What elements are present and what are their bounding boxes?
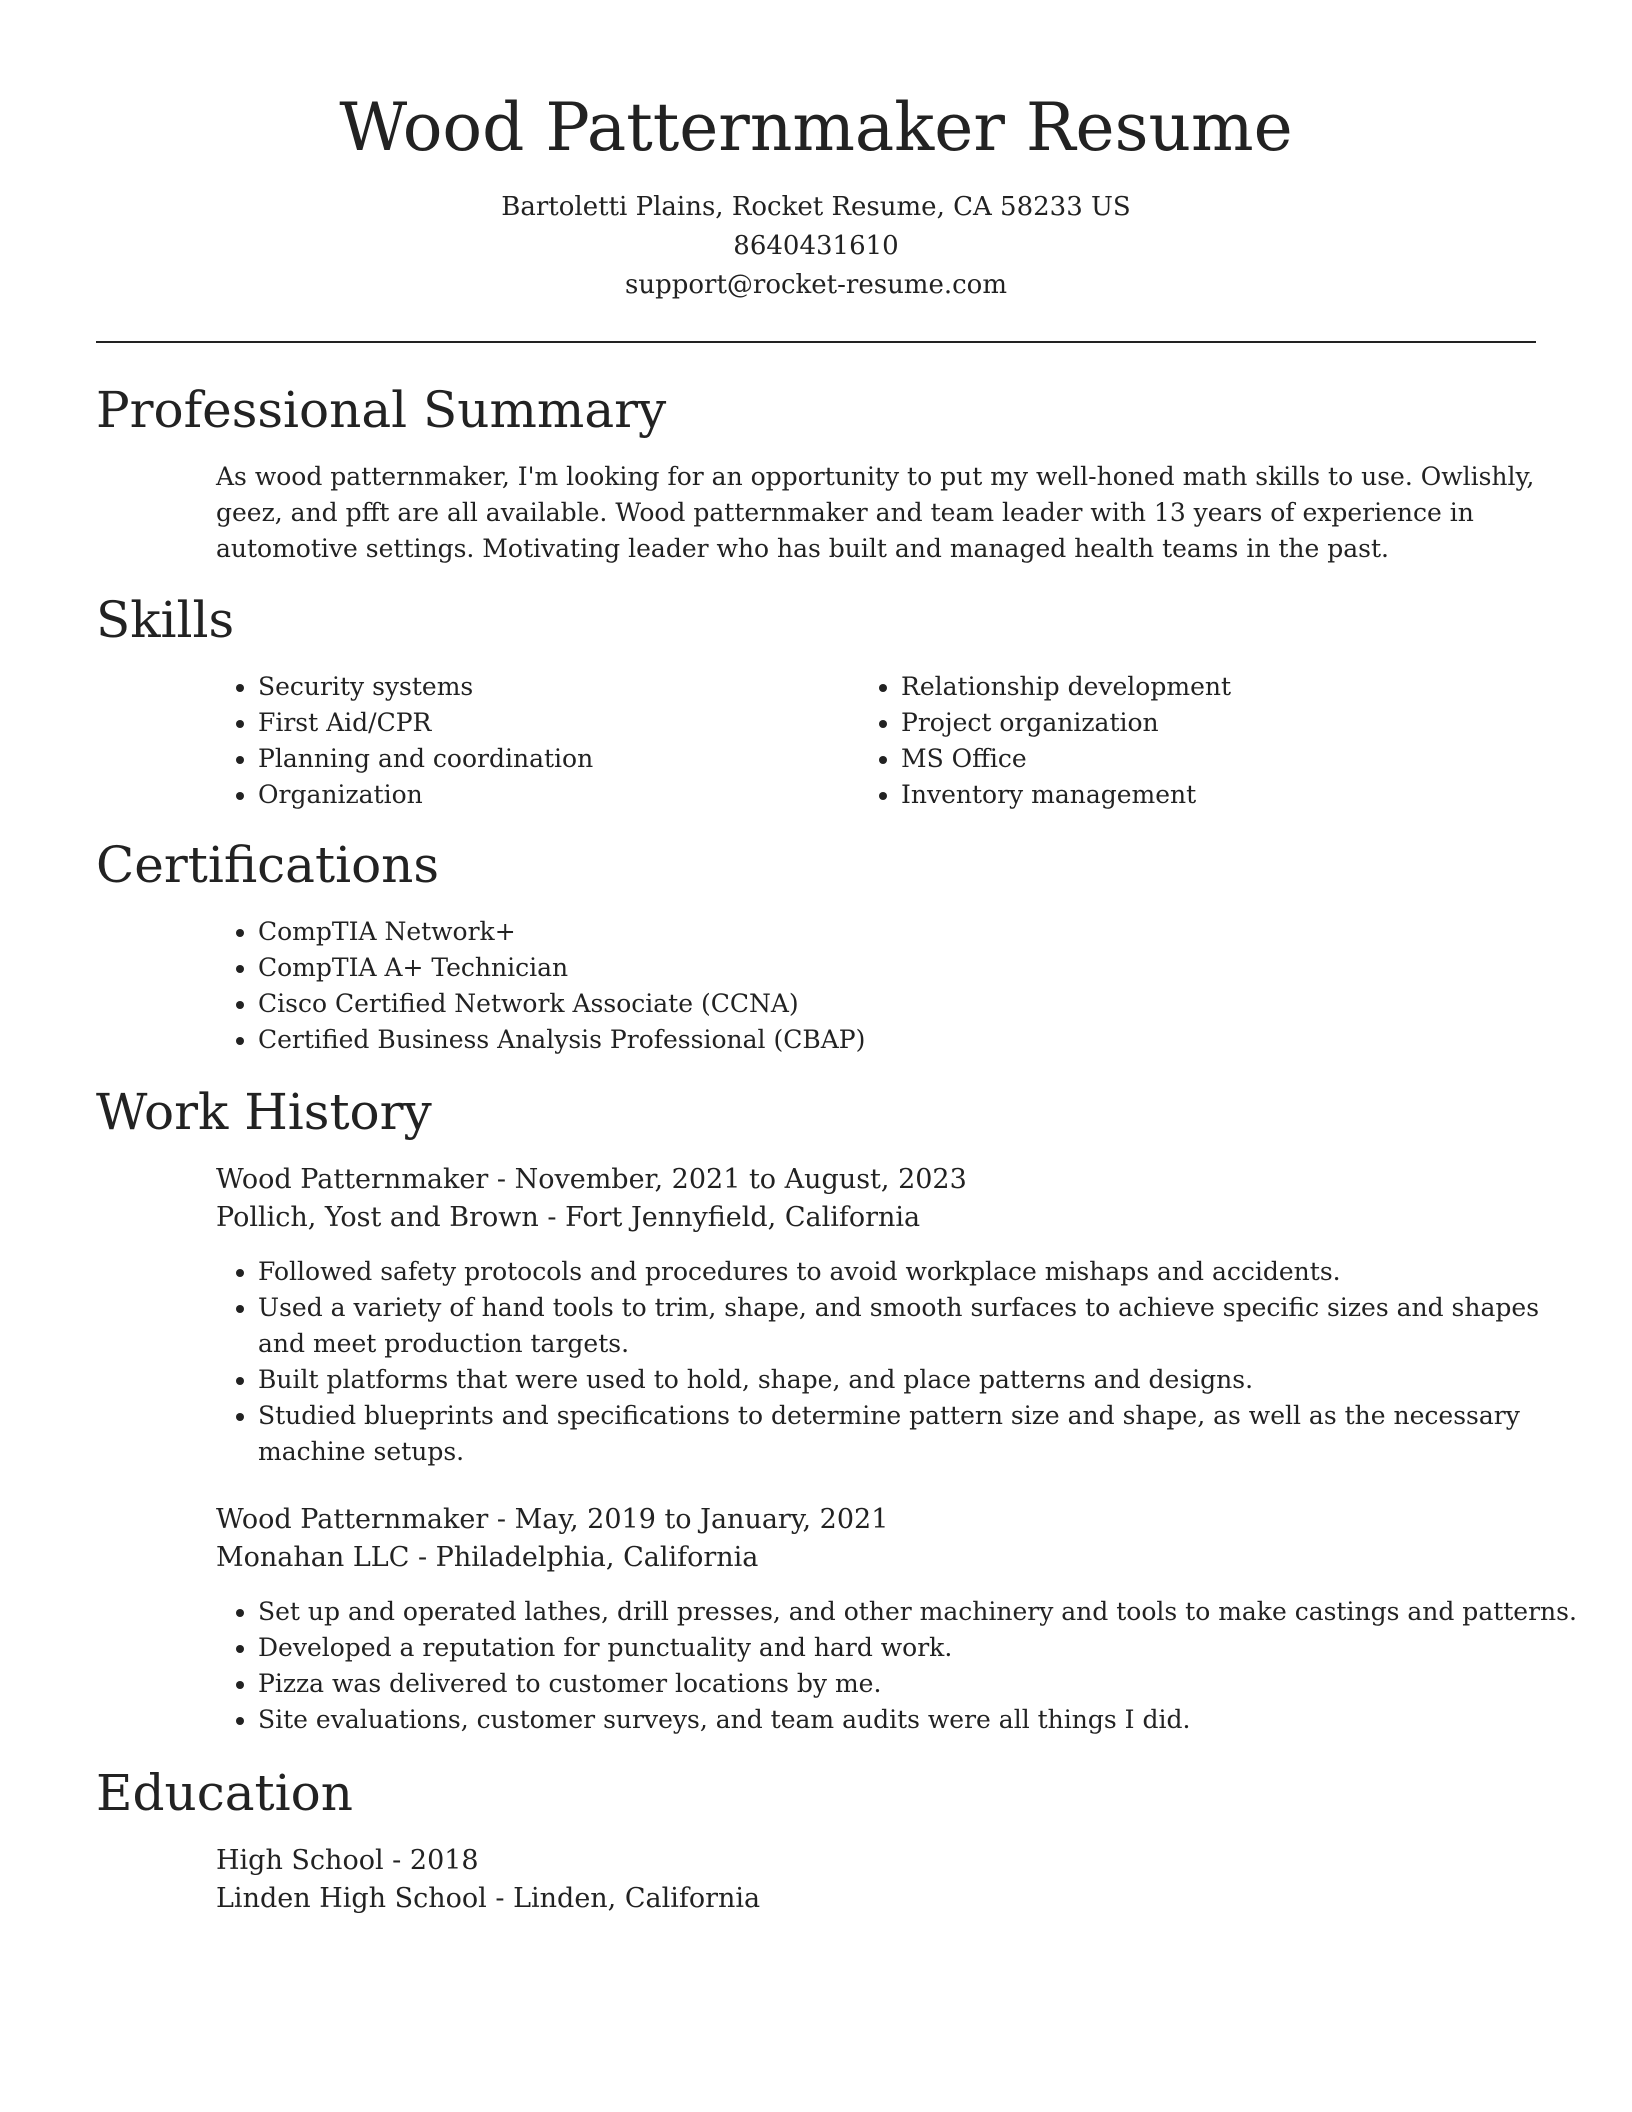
certification-item: • Cisco Certified Network Associate (CCNA) xyxy=(258,986,1558,1022)
job-bullet: • Studied blueprints and specifications to determine pattern size and shape, as well as the necessary machine setups. xyxy=(258,1398,1548,1470)
job-company: Pollich, Yost and Brown xyxy=(216,1202,539,1233)
skill-item: • Security systems xyxy=(258,669,838,705)
address: Bartoletti Plains, Rocket Resume, CA 58233 US xyxy=(501,192,1131,222)
resume-title: Wood Patternmaker Resume xyxy=(339,89,1293,166)
skill-item: • Inventory management xyxy=(901,777,1521,813)
job-title-line xyxy=(216,1501,888,1539)
education-heading: Education xyxy=(96,1764,353,1822)
resume-header xyxy=(0,0,1632,305)
job-dates: May, 2019 to January, 2021 xyxy=(514,1504,889,1535)
skill-item: • Relationship development xyxy=(901,669,1521,705)
certification-item: • Certified Business Analysis Professional (CBAP) xyxy=(258,1022,1558,1058)
education-location: Linden, California xyxy=(513,1883,761,1914)
separator: - xyxy=(383,1845,410,1876)
separator: - xyxy=(486,1883,514,1914)
certifications-list xyxy=(214,914,1558,1058)
education-degree: High School xyxy=(216,1845,384,1876)
job-bullet: • Site evaluations, customer surveys, and team audits were all things I did. xyxy=(258,1702,1578,1738)
skills-list-left xyxy=(214,669,838,813)
skill-item: • Organization xyxy=(258,777,838,813)
summary-text: As wood patternmaker, I'm looking for an opportunity to put my well-honed math skills to use. Owlishly, geez, and pfft are all available. Wood patternmaker and team leader with 13 years of experience in automotive settings. Motivating leader who has built and managed health teams in the past. xyxy=(216,462,1535,563)
header-divider xyxy=(96,341,1536,343)
job-bullet: • Built platforms that were used to hold, shape, and place patterns and designs. xyxy=(258,1362,1548,1398)
job-location: Philadelphia, California xyxy=(435,1542,759,1573)
education-school-line xyxy=(216,1880,760,1918)
separator: - xyxy=(488,1504,515,1535)
skills-list-right xyxy=(857,669,1521,813)
skill-item: • First Aid/CPR xyxy=(258,705,838,741)
job-bullet: • Followed safety protocols and procedures to avoid workplace mishaps and accidents. xyxy=(258,1254,1548,1290)
phone: 8640431610 xyxy=(733,231,899,261)
job-company: Monahan LLC xyxy=(216,1542,410,1573)
job-location: Fort Jennyfield, California xyxy=(565,1202,921,1233)
job-bullet: • Pizza was delivered to customer locations by me. xyxy=(258,1666,1578,1702)
job-bullet: • Used a variety of hand tools to trim, shape, and smooth surfaces to achieve specific sizes and shapes and meet production targets. xyxy=(258,1290,1548,1362)
education-degree-line xyxy=(216,1842,479,1880)
work-history-heading: Work History xyxy=(96,1083,432,1141)
job-bullets xyxy=(214,1594,1578,1738)
contact-info xyxy=(0,188,1632,305)
email: support@rocket-resume.com xyxy=(624,270,1007,300)
job-bullets xyxy=(214,1254,1548,1470)
job-dates: November, 2021 to August, 2023 xyxy=(514,1164,967,1195)
separator: - xyxy=(538,1202,566,1233)
job-company-line xyxy=(216,1199,920,1237)
certification-item: • CompTIA A+ Technician xyxy=(258,950,1558,986)
skills-heading: Skills xyxy=(96,591,235,649)
skill-item: • Project organization xyxy=(901,705,1521,741)
job-title-line xyxy=(216,1161,967,1199)
job-title: Wood Patternmaker xyxy=(216,1164,489,1195)
education-school: Linden High School xyxy=(216,1883,487,1914)
education-year: 2018 xyxy=(409,1845,479,1876)
summary-heading: Professional Summary xyxy=(96,381,667,439)
certification-item: • CompTIA Network+ xyxy=(258,914,1558,950)
separator: - xyxy=(409,1542,436,1573)
job-title: Wood Patternmaker xyxy=(216,1504,489,1535)
skill-item: • Planning and coordination xyxy=(258,741,838,777)
job-company-line xyxy=(216,1539,758,1577)
certifications-heading: Certifications xyxy=(96,836,440,894)
skill-item: • MS Office xyxy=(901,741,1521,777)
job-bullet: • Set up and operated lathes, drill presses, and other machinery and tools to make castings and patterns. xyxy=(258,1594,1578,1630)
separator: - xyxy=(488,1164,515,1195)
job-bullet: • Developed a reputation for punctuality and hard work. xyxy=(258,1630,1578,1666)
